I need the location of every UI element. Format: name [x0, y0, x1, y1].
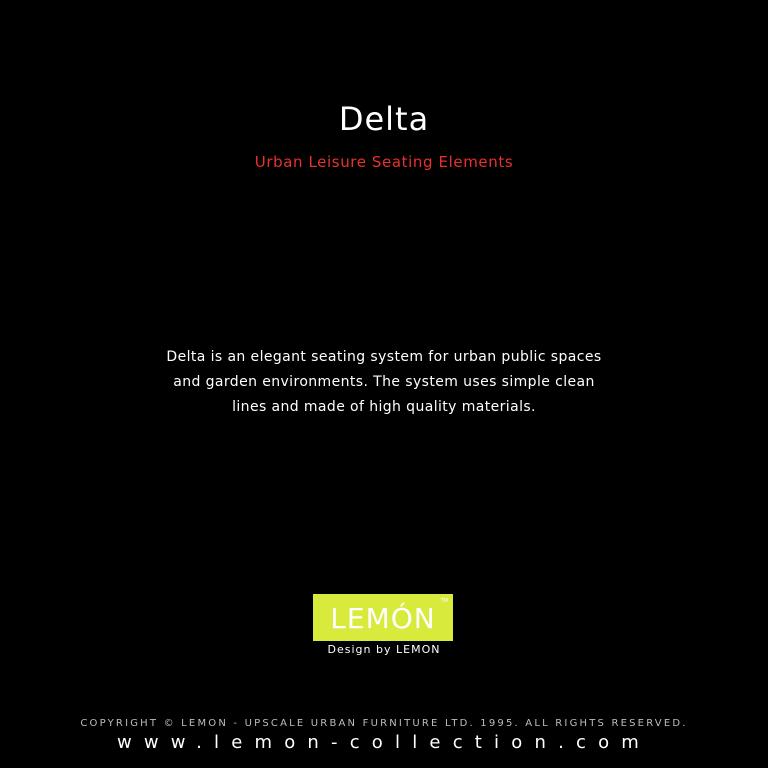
website-link[interactable]: www.lemon-collection.com	[116, 732, 652, 753]
product-description	[0, 345, 768, 420]
page-title: Delta	[338, 100, 430, 138]
lemon-logo	[313, 594, 453, 641]
trademark-mark: TM	[440, 598, 448, 604]
page-subtitle: Urban Leisure Seating Elements	[254, 153, 514, 171]
description-line: Delta is an elegant seating system for urban public spaces	[166, 349, 602, 365]
description-line: and garden environments. The system uses simple clean	[173, 374, 595, 390]
description-line: lines and made of high quality materials.	[232, 399, 536, 415]
brand-tagline: Design by LEMON	[327, 643, 441, 656]
logo-wordmark: LEMÓN	[330, 602, 436, 635]
copyright-notice: COPYRIGHT © LEMON - UPSCALE URBAN FURNITURE LTD. 1995. ALL RIGHTS RESERVED.	[80, 718, 688, 729]
